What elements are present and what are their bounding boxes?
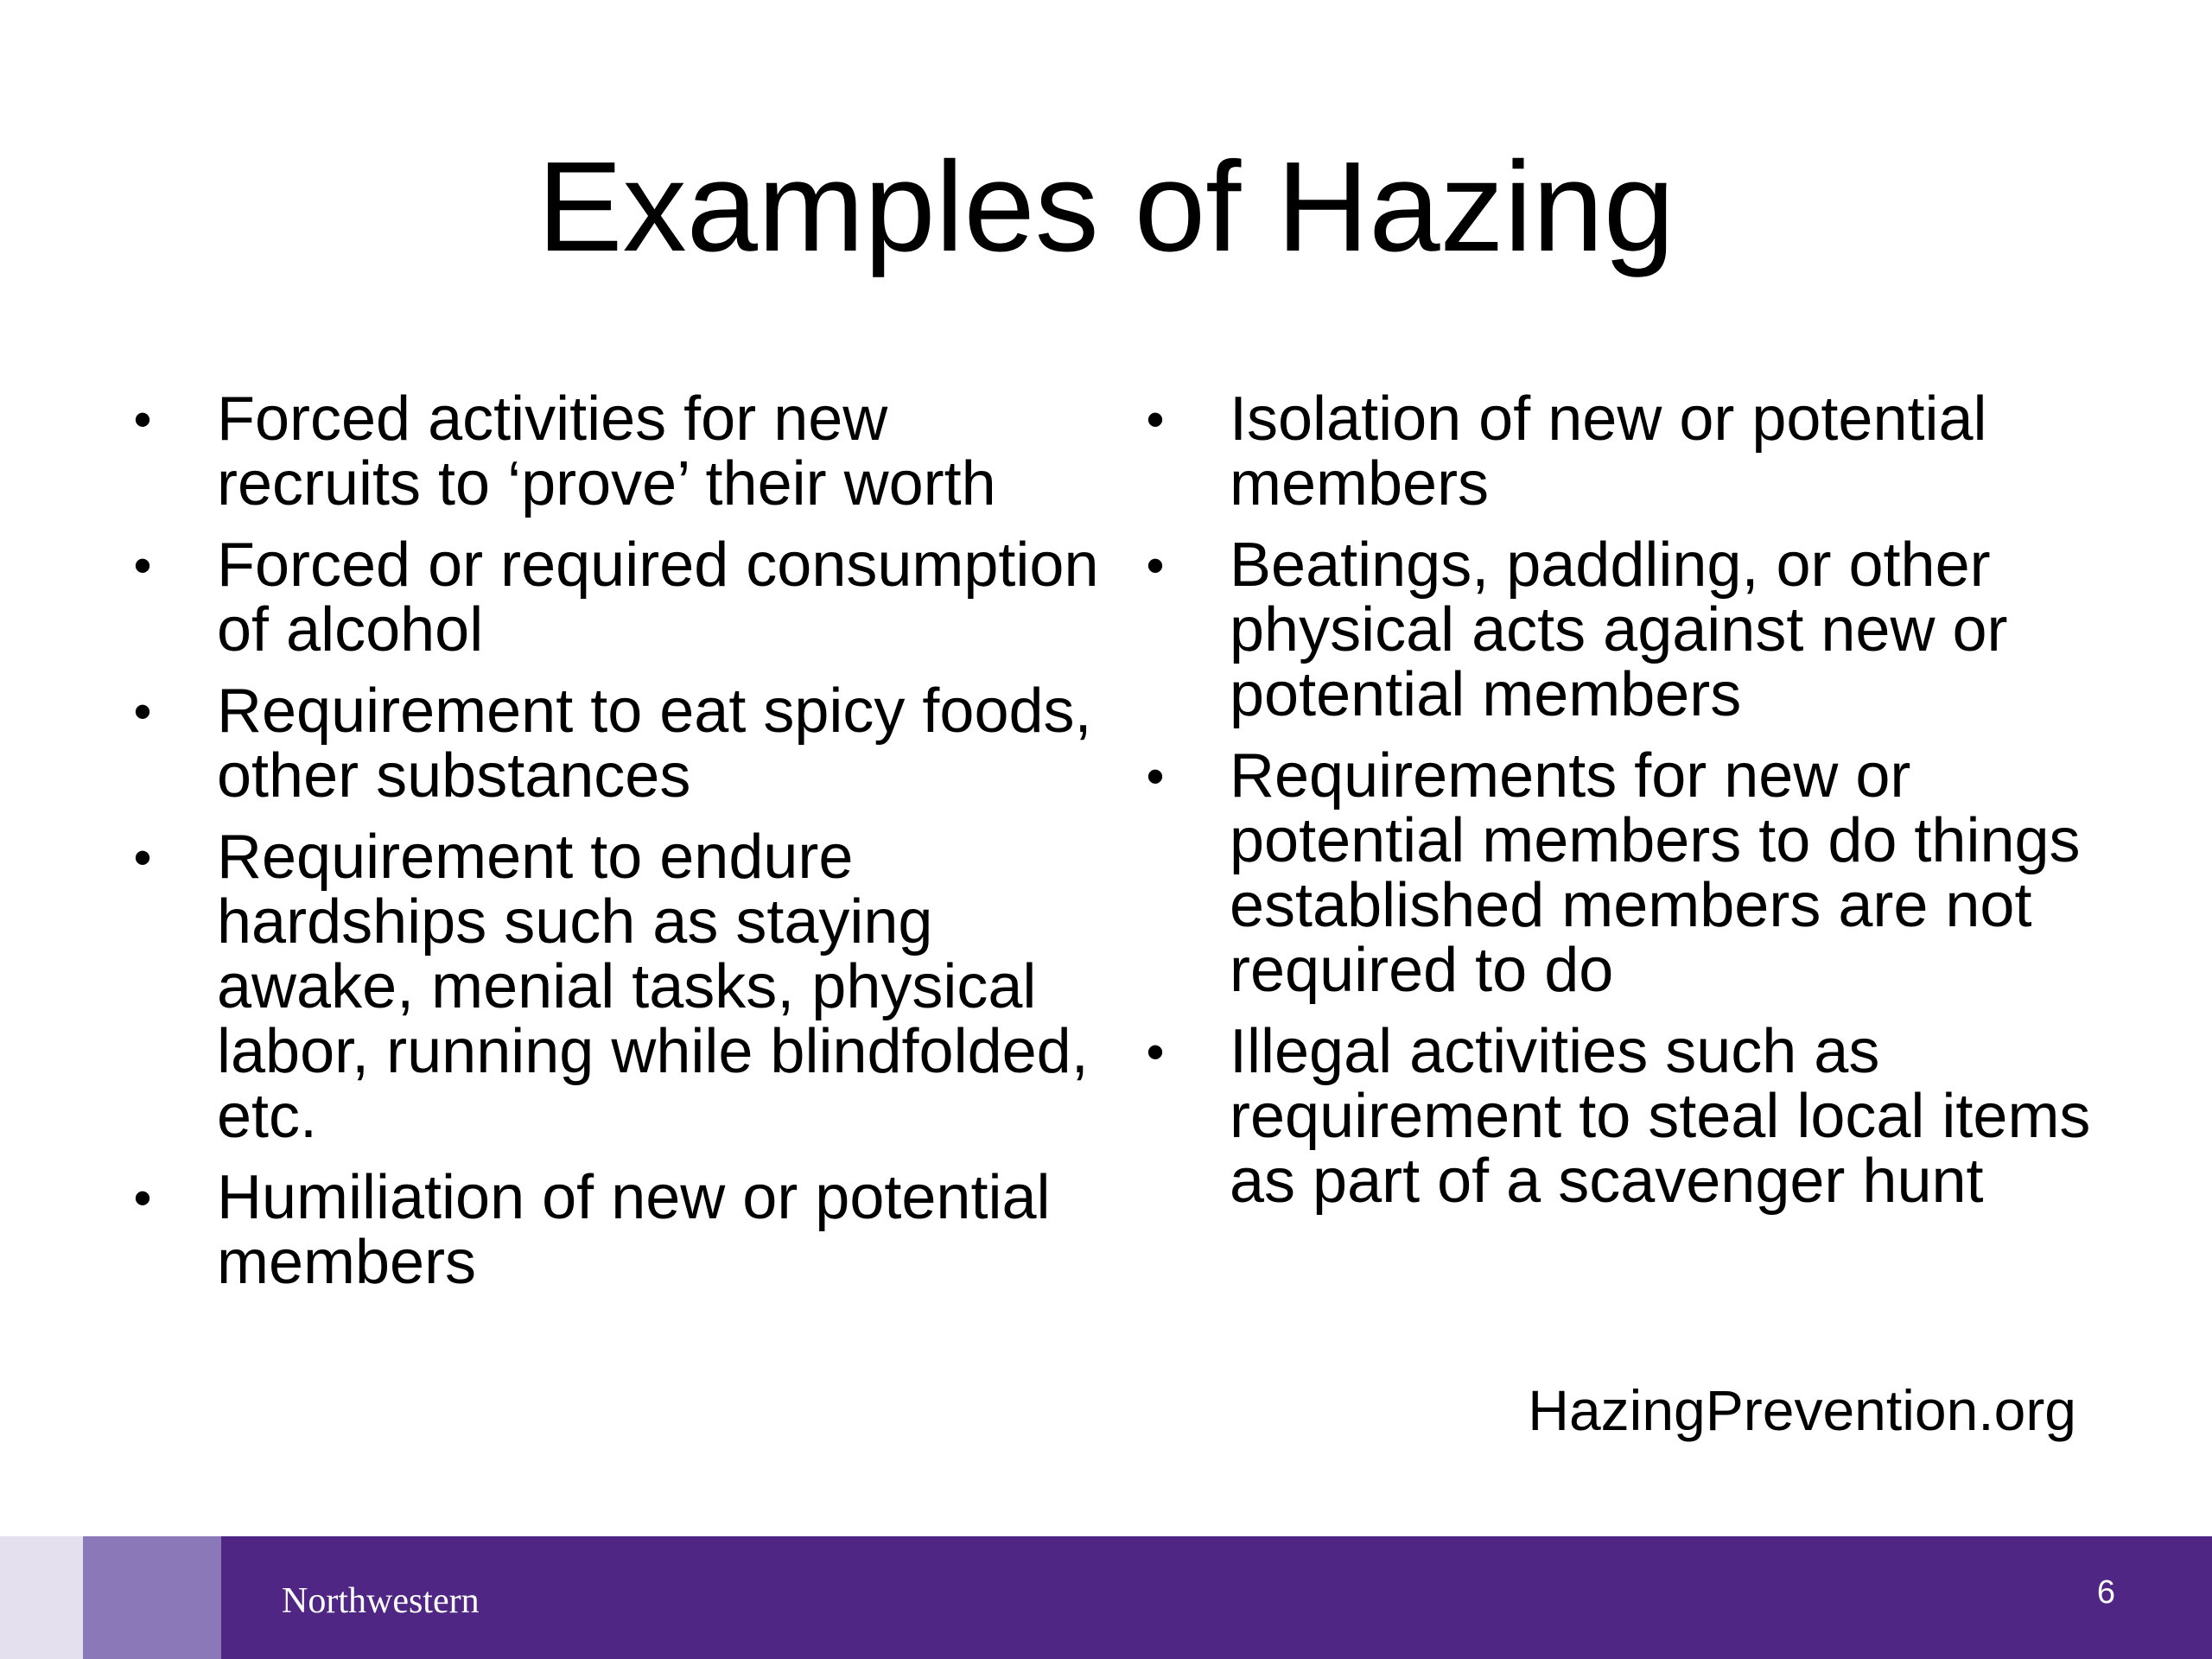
- northwestern-logo: Northwestern: [282, 1581, 480, 1621]
- bullet-icon: •: [133, 537, 152, 594]
- bullet-icon: •: [133, 391, 152, 448]
- bullet-text: Requirement to endure hardships such as staying awake, menial tasks, physical labor, running while blindfolded, etc.: [217, 823, 1089, 1151]
- page-number: 6: [2096, 1574, 2115, 1611]
- bullet-text: Humiliation of new or potential members: [217, 1163, 1051, 1297]
- list-item: [1134, 741, 2119, 1005]
- bullet-text: Forced activities for new recruits to ‘prove’ their worth: [217, 385, 996, 518]
- bullet-text: Beatings, paddling, or other physical acts against new or potential members: [1230, 531, 2008, 729]
- bullet-icon: •: [1146, 537, 1165, 594]
- right-bullet-list: [1134, 387, 2119, 1230]
- bullet-icon: •: [133, 683, 152, 741]
- bullet-text: Forced or required consumption of alcohol: [217, 531, 1099, 664]
- bullet-icon: •: [1146, 391, 1165, 448]
- list-item: [121, 387, 1106, 517]
- bullet-icon: •: [1146, 747, 1165, 805]
- list-item: [121, 1163, 1106, 1297]
- bullet-icon: •: [1146, 1023, 1165, 1081]
- bullet-text: Requirements for new or potential members to do things established members are not required to do: [1230, 741, 2081, 1005]
- list-item: [1134, 1017, 2119, 1216]
- list-item: [1134, 533, 2119, 728]
- list-item: [121, 825, 1106, 1149]
- left-bullet-list: [121, 387, 1106, 1312]
- bullet-icon: •: [133, 829, 152, 887]
- bullet-text: Requirement to eat spicy foods, other substances: [217, 677, 1092, 810]
- footer-band: [0, 1536, 2212, 1659]
- list-item: [121, 679, 1106, 809]
- list-item: [1134, 387, 2119, 517]
- footer-accent-light: [0, 1536, 83, 1659]
- slide-title: Examples of Hazing: [537, 136, 1675, 278]
- bullet-icon: •: [133, 1169, 152, 1227]
- bullet-text: Illegal activities such as requirement to steal local items as part of a scavenger hunt: [1230, 1017, 2091, 1216]
- list-item: [121, 533, 1106, 663]
- footer-accent-mid: [83, 1536, 221, 1659]
- bullet-text: Isolation of new or potential members: [1230, 385, 1987, 518]
- source-credit: HazingPrevention.org: [1528, 1378, 2076, 1442]
